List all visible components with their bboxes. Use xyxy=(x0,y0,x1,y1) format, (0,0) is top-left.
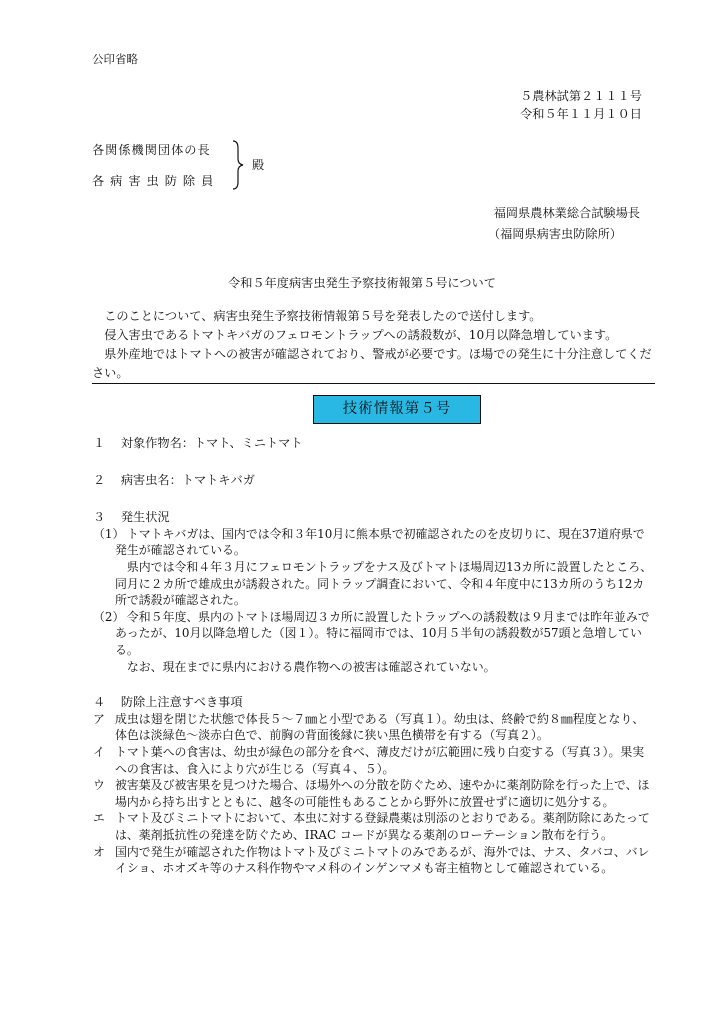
list-item xyxy=(93,844,653,877)
item-subtext: 県内では令和４年３月にフェロモントラップをナス及びトマトほ場周辺13カ所に設置したところ、同月に２カ所で雄成虫が誘殺された。同トラップ調査において、令和４年度中に13カ所のうち12カ所で誘殺が確認された。 xyxy=(115,560,653,608)
section-pest-name xyxy=(93,473,255,489)
item-subtext: なお、現在までに県内における農作物への被害は確認されていない。 xyxy=(126,659,496,674)
item-text: 成虫は翅を閉じた状態で体長５～７㎜と小型である（写真１）。幼虫は、終齢で約８㎜程度となり、体色は淡緑色～淡赤白色で、前胸の背面後縁に狭い黒色横帯を有する（写真２）。 xyxy=(115,711,645,743)
section-control-precautions xyxy=(93,695,653,877)
item-marker: （2） xyxy=(93,609,125,624)
subject-title: 令和５年度病害虫発生予察技術報第５号について xyxy=(228,276,496,290)
technical-info-banner: 技術情報第５号 xyxy=(313,395,481,424)
list-item xyxy=(93,526,653,609)
item-marker: （1） xyxy=(93,526,125,541)
item-text: 国内で発生が確認された作物はトマト及びミニトマトのみであるが、海外では、ナス、タバコ、バレイショ、ホオズキ等のナス科作物やマメ科のインゲンマメも寄主植物として確認されている。 xyxy=(115,844,650,876)
item-marker: イ xyxy=(93,745,105,760)
section-number: ３ xyxy=(93,510,106,524)
item-marker: ア xyxy=(93,711,105,726)
issue-date: 令和５年１１月１０日 xyxy=(520,107,642,121)
curly-brace-icon xyxy=(232,140,244,190)
section-title: 防除上注意すべき事項 xyxy=(120,695,243,709)
addressee-organization-heads: 各関係機関団体の長 xyxy=(92,143,211,157)
item-marker: エ xyxy=(93,811,105,826)
section-number: ２ xyxy=(93,473,106,487)
section-number: ４ xyxy=(93,695,106,709)
item-marker: オ xyxy=(93,844,105,859)
list-item xyxy=(93,609,653,675)
sender-office: （福岡県病害虫防除所） xyxy=(487,227,622,241)
section-number: １ xyxy=(93,436,106,450)
sender-director: 福岡県農林業総合試験場長 xyxy=(493,206,640,220)
intro-paragraph: このことについて、病害虫発生予察技術情報第５号を発表したので送付します。 xyxy=(104,309,542,323)
section-title: 発生状況 xyxy=(120,510,170,524)
horizontal-divider xyxy=(92,383,655,384)
addressee-pest-control-officers: 各病害虫防除員 xyxy=(92,174,220,188)
item-marker: ウ xyxy=(93,778,105,793)
list-item xyxy=(93,711,653,744)
intro-paragraphs xyxy=(92,307,652,383)
item-text: 令和５年度、県内のトマトほ場周辺３カ所に設置したトラップへの誘殺数は９月までは昨年並みであったが、10月以降急増した（図１）。特に福岡市では、10月５半旬の誘殺数が57頭と急増している。 xyxy=(115,609,650,658)
section-occurrence-status xyxy=(93,510,653,675)
section-target-crops xyxy=(93,436,303,452)
intro-paragraph: 侵入害虫であるトマトキバガのフェロモントラップへの誘殺数が、10月以降急増しています。 xyxy=(104,328,618,342)
list-item xyxy=(93,744,653,777)
section-text: 対象作物名：トマト、ミニトマト xyxy=(120,436,303,450)
list-item xyxy=(93,810,653,843)
item-text: トマトキバガは、国内では令和３年10月に熊本県で初確認されたのを皮切りに、現在37道府県で発生が確認されている。 xyxy=(115,526,645,558)
list-item xyxy=(93,777,653,810)
document-number: ５農林試第２１１１号 xyxy=(520,89,642,103)
item-text: トマト葉への食害は、幼虫が緑色の部分を食べ、薄皮だけが広範囲に残り白変する（写真３）。果実への食害は、食入により穴が生じる（写真４、５）。 xyxy=(115,745,645,776)
honorific: 殿 xyxy=(252,158,265,172)
intro-paragraph: 県外産地ではトマトへの被害が確認されており、警戒が必要です。ほ場での発生に十分注意してください。 xyxy=(92,347,652,380)
item-text: トマト及びミニトマトにおいて、本虫に対する登録農薬は別添のとおりである。薬剤防除にあたっては、薬剤抵抗性の発達を防ぐため、IRAC コードが異なる薬剤のローテーション散布を行う。 xyxy=(115,811,650,843)
item-text: 被害葉及び被害果を見つけた場合、ほ場外への分散を防ぐため、速やかに薬剤防除を行った上で、ほ場内から持ち出すとともに、越冬の可能性もあることから野外に放置せずに適切に処分する。 xyxy=(115,778,650,809)
seal-omitted-note: 公印省略 xyxy=(92,52,138,66)
section-text: 病害虫名：トマトキバガ xyxy=(120,473,255,487)
